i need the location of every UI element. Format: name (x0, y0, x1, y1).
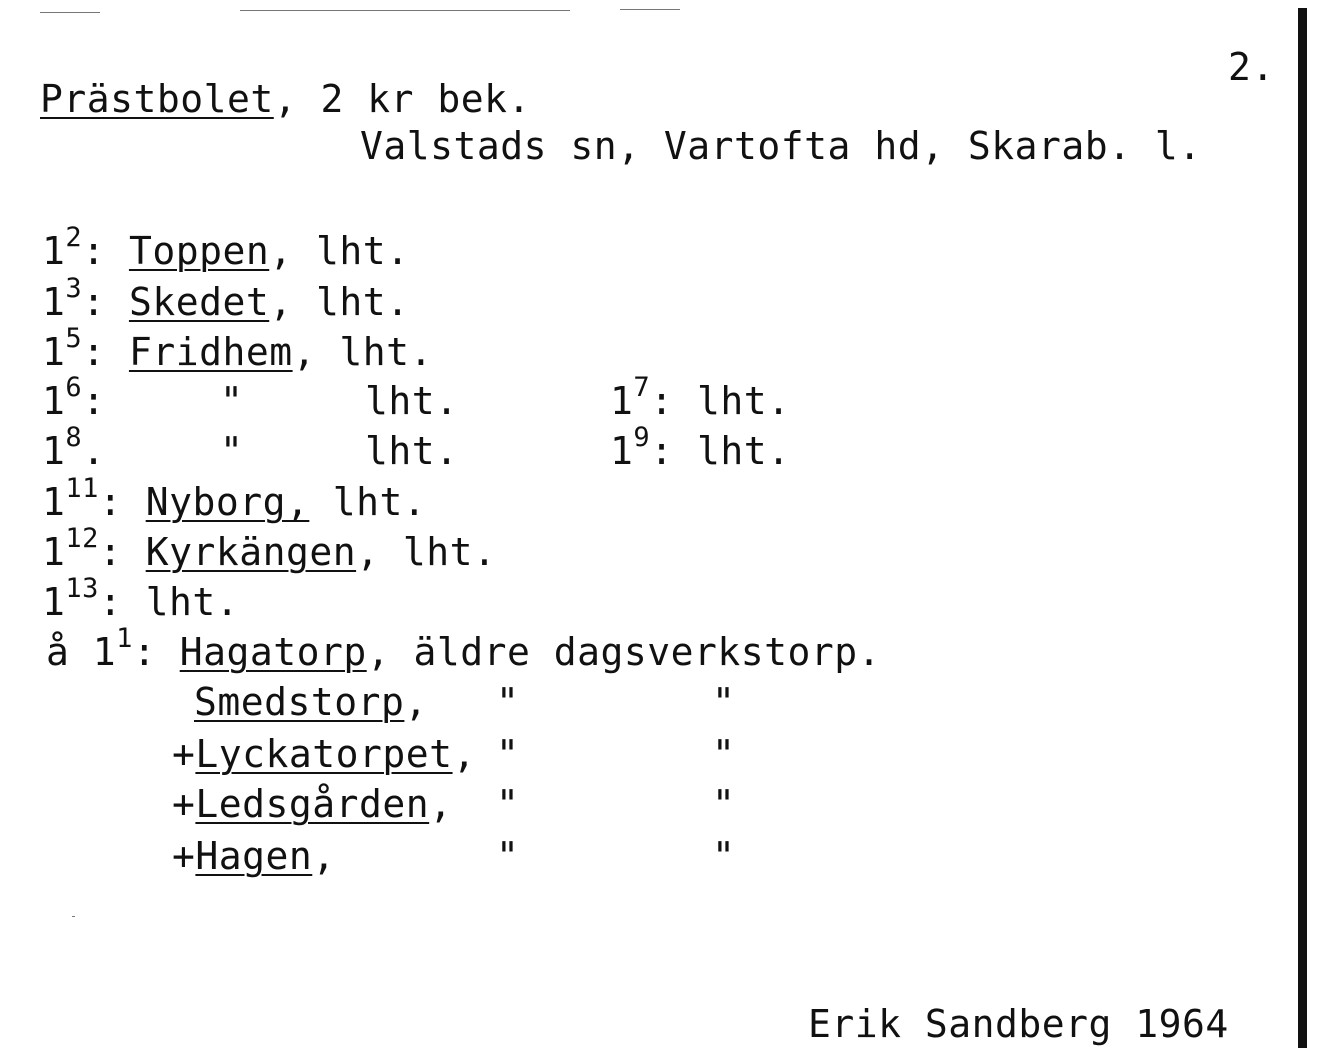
parcel-sep: : (82, 379, 106, 423)
holding-name: Kyrkängen (145, 530, 357, 574)
parcel-sup: 6 (65, 372, 83, 403)
croft-comma: , (312, 834, 336, 878)
holding-note: lht. (122, 580, 240, 624)
holding-name: Skedet (128, 280, 270, 324)
croft-sep: : (132, 630, 157, 674)
ditto-mark: " (712, 680, 736, 724)
parcel-sup: 2 (65, 222, 83, 253)
parcel-sep: : (98, 480, 123, 524)
estate-name: Prästbolet (40, 77, 274, 121)
parcel-sep: : (98, 580, 123, 624)
croft-name: Hagatorp (179, 630, 367, 674)
ditto-mark: " (712, 732, 736, 776)
ditto-mark: " (220, 379, 244, 423)
signature: Erik Sandberg 1964 (808, 1002, 1229, 1046)
ditto-mark: " (496, 834, 520, 878)
croft-note: , äldre dagsverkstorp. (366, 630, 882, 674)
card-edge (1298, 8, 1307, 1048)
ditto-mark: " (496, 782, 520, 826)
parcel-number: 1 (42, 229, 66, 273)
parcel-number: 1 (42, 580, 66, 624)
croft-row (172, 834, 336, 878)
header-line (40, 77, 531, 121)
scan-speck (240, 10, 570, 11)
holding-note: , lht. (292, 330, 433, 374)
scan-speck (72, 916, 75, 917)
parcel-sup: 13 (65, 573, 99, 604)
entry-row (42, 372, 106, 423)
entry-row (42, 222, 410, 273)
parcel-sep: . (82, 429, 106, 473)
parcel-number: 1 (42, 480, 66, 524)
ditto-mark: " (220, 429, 244, 473)
entry-row-right (610, 372, 791, 423)
card-number: 2. (1228, 45, 1275, 89)
holding-note: lht. (365, 379, 459, 423)
croft-row (46, 623, 882, 674)
parcel-sep: : (650, 429, 674, 473)
ditto-mark: " (712, 834, 736, 878)
parcel-number: 1 (42, 530, 66, 574)
entry-row (42, 273, 410, 324)
entry-row (42, 523, 497, 574)
holding-note: lht. (309, 480, 427, 524)
scan-speck (620, 9, 680, 10)
parcel-number: 1 (42, 330, 66, 374)
location-line: Valstads sn, Vartofta hd, Skarab. l. (360, 124, 1202, 168)
holding-name: Toppen (128, 229, 270, 273)
holding-note: lht. (696, 379, 791, 423)
entry-row-right (610, 422, 791, 473)
croft-comma: , (404, 680, 428, 724)
parcel-sep: : (98, 530, 123, 574)
parcel-sup: 8 (65, 422, 83, 453)
parcel-number: 1 (610, 379, 634, 423)
parcel-sep: : (650, 379, 674, 423)
holding-note: , lht. (269, 229, 410, 273)
croft-row (172, 732, 476, 776)
croft-mark: + (172, 834, 196, 878)
scan-speck (40, 12, 100, 13)
parcel-sup: 7 (633, 372, 651, 403)
entry-row (42, 473, 427, 524)
croft-comma: , (452, 732, 476, 776)
croft-mark: + (172, 782, 196, 826)
parcel-number: 1 (42, 429, 66, 473)
parcel-number: 1 (610, 429, 634, 473)
holding-note: lht. (696, 429, 791, 473)
croft-mark: + (172, 732, 196, 776)
croft-name: Smedstorp (194, 680, 405, 724)
parcel-sep: : (82, 229, 106, 273)
croft-prefix-sup: 1 (116, 623, 133, 654)
croft-name: Hagen (195, 834, 313, 878)
entry-row (42, 422, 106, 473)
croft-comma: , (429, 782, 453, 826)
parcel-number: 1 (42, 280, 66, 324)
croft-row (172, 782, 453, 826)
parcel-sup: 11 (65, 473, 99, 504)
holding-note: , lht. (269, 280, 410, 324)
holding-name: Nyborg, (145, 480, 310, 524)
parcel-sup: 3 (65, 273, 83, 304)
holding-note: lht. (365, 429, 459, 473)
parcel-sup: 9 (633, 422, 651, 453)
ditto-mark: " (496, 732, 520, 776)
parcel-sup: 5 (65, 323, 83, 354)
entry-row (42, 323, 433, 374)
parcel-sep: : (82, 330, 106, 374)
ditto-mark: " (712, 782, 736, 826)
entry-row (42, 573, 240, 624)
croft-name: Ledsgården (195, 782, 430, 826)
estate-valuation: , 2 kr bek. (273, 77, 531, 121)
parcel-sup: 12 (65, 523, 99, 554)
croft-row (170, 680, 428, 724)
ditto-mark: " (496, 680, 520, 724)
parcel-number: 1 (42, 379, 66, 423)
holding-name: Fridhem (128, 330, 293, 374)
croft-prefix: å 1 (46, 630, 117, 674)
holding-note: , lht. (356, 530, 497, 574)
croft-name: Lyckatorpet (195, 732, 453, 776)
parcel-sep: : (82, 280, 106, 324)
